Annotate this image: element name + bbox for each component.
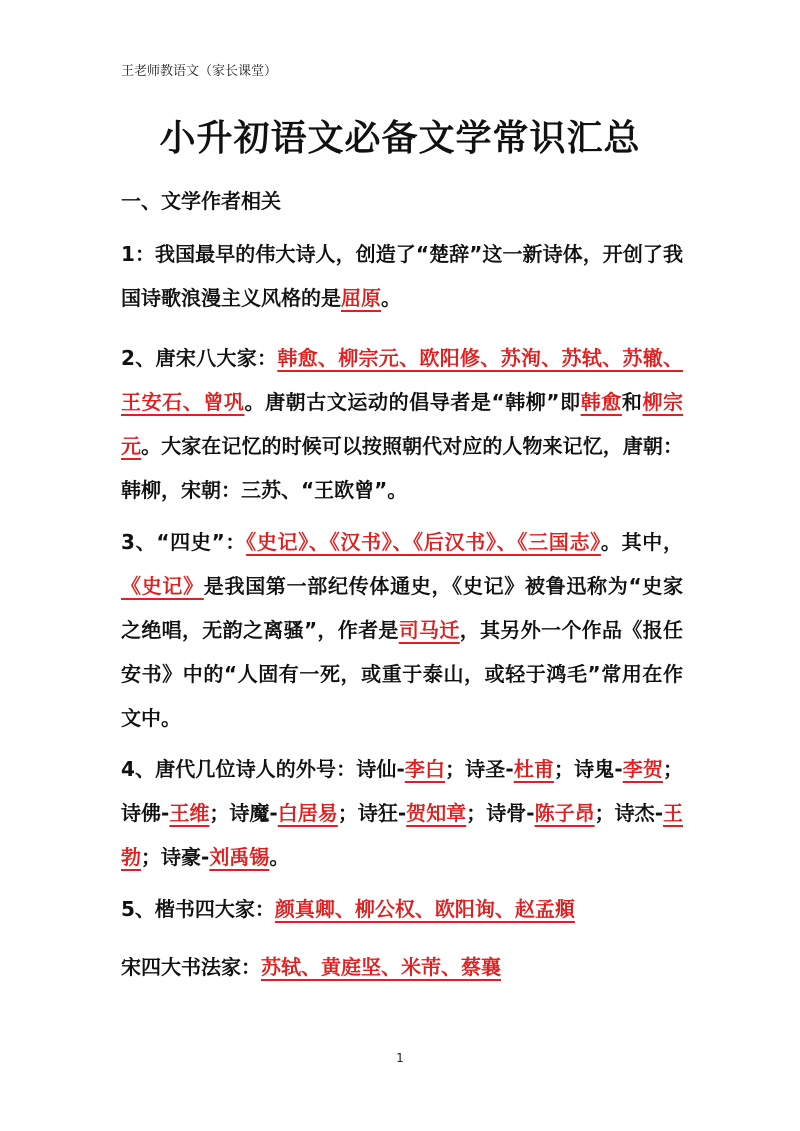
section-heading: 一、文学作者相关 <box>121 189 281 213</box>
q5-text-1: 5、楷书四大家： <box>121 897 275 921</box>
q4-text-7: ；诗骨- <box>466 801 535 825</box>
question-1 <box>121 232 683 320</box>
q3-answer-1: 《史记》、《汉书》、《后汉书》、《三国志》 <box>246 530 601 554</box>
q4-text-1: 4、唐代几位诗人的外号：诗仙- <box>121 757 405 781</box>
q3-text-1: 3、“四史”： <box>121 530 247 554</box>
q4-text-8: ；诗杰- <box>594 801 664 825</box>
q4-text-4: ；诗佛- <box>121 757 684 825</box>
q4-text-9: ；诗豪- <box>141 845 210 869</box>
q4-answer-6: 贺知章 <box>406 801 467 825</box>
document-title: 小升初语文必备文学常识汇总 <box>159 118 641 159</box>
q4-answer-5: 白居易 <box>277 801 338 825</box>
q4-answer-2: 杜甫 <box>513 757 555 781</box>
q4-text-5: ；诗魔- <box>209 801 278 825</box>
q5-answer-1: 颜真卿、柳公权、欧阳询、赵孟頫 <box>274 897 575 921</box>
q2-text-4: 。大家在记忆的时候可以按照朝代对应的人物来记忆，唐朝：韩柳，宋朝：三苏、“王欧曾”。 <box>121 434 684 502</box>
question-6 <box>121 945 683 989</box>
q2-answer-1: 韩愈、柳宗元、欧阳修、苏洵、苏轼、苏辙、王安石、曾巩 <box>121 346 683 414</box>
q4-text-2: ；诗圣- <box>445 757 514 781</box>
q3-answer-2: 《史记》 <box>121 574 204 598</box>
q3-answer-3: 司马迁 <box>398 618 460 642</box>
q4-answer-1: 李白 <box>404 757 446 781</box>
q3-text-3: 是我国第一部纪传体通史，《史记》被鲁迅称为“史家之绝唱，无韵之离骚”，作者是 <box>121 574 683 642</box>
q2-answer-2: 韩愈 <box>580 390 622 414</box>
q6-text-1: 宋四大书法家： <box>121 955 261 979</box>
q3-text-4: ，其另外一个作品《报任安书》中的“人固有一死，或重于泰山，或轻于鸿毛”常用在作文中。 <box>121 618 683 730</box>
q6-answer-1: 苏轼、黄庭坚、米芾、蔡襄 <box>261 955 501 979</box>
page-number: 1 <box>396 1051 404 1065</box>
q4-text-10: 。 <box>269 845 290 869</box>
q4-answer-7: 陈子昂 <box>534 801 595 825</box>
q1-text-1: 1：我国最早的伟大诗人，创造了“楚辞”这一新诗体，开创了我国诗歌浪漫主义风格的是 <box>121 242 683 310</box>
question-4 <box>121 747 683 879</box>
q2-text-2: 。唐朝古文运动的倡导者是“韩柳”即 <box>244 390 581 414</box>
header-note: 王老师教语文（家长课堂） <box>121 64 278 79</box>
question-3 <box>121 520 683 740</box>
q4-answer-9: 刘禹锡 <box>209 845 270 869</box>
q1-text-2: 。 <box>381 286 401 310</box>
q2-text-3: 和 <box>621 390 643 414</box>
question-2 <box>121 336 683 512</box>
q4-text-6: ；诗狂- <box>337 801 407 825</box>
q2-text-1: 2、唐宋八大家： <box>121 346 278 370</box>
question-5 <box>121 887 683 931</box>
q2-answer-3: 柳宗元 <box>121 390 684 458</box>
q3-text-2: 。其中， <box>600 530 683 554</box>
q4-answer-4: 王维 <box>169 801 210 825</box>
q4-answer-3: 李贺 <box>622 757 664 781</box>
q4-text-3: ；诗鬼- <box>554 757 623 781</box>
q4-answer-8: 王勃 <box>121 801 684 869</box>
q1-answer-1: 屈原 <box>341 286 381 310</box>
